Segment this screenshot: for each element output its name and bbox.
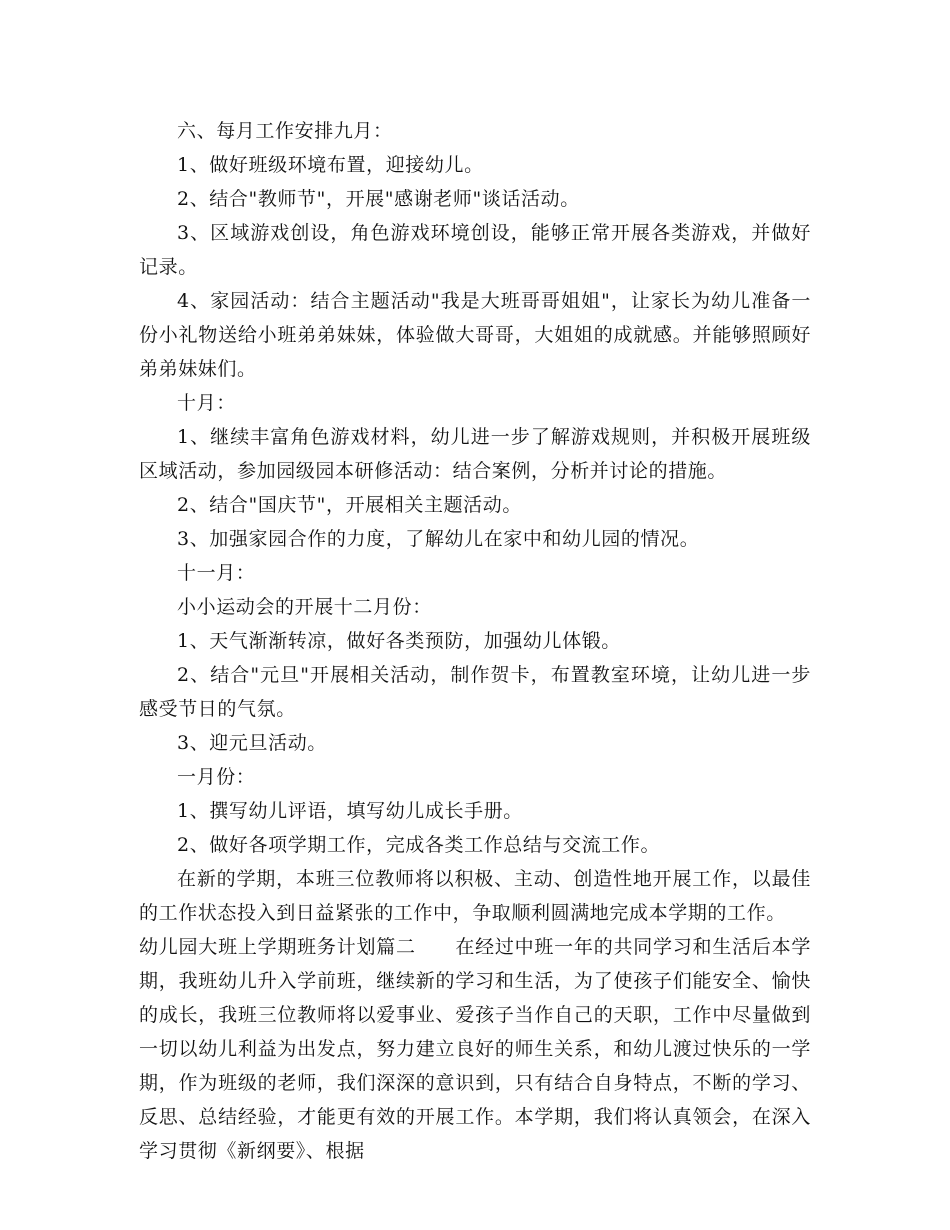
paragraph-dec-item-2: 2、结合"元旦"开展相关活动，制作贺卡，布置教室环境，让幼儿进一步感受节日的气氛。 xyxy=(139,664,811,720)
paragraph-sports-meet-december: 小小运动会的开展十二月份： xyxy=(177,596,432,618)
paragraph-oct-item-3: 3、加强家园合作的力度，了解幼儿在家中和幼儿园的情况。 xyxy=(177,528,700,550)
paragraph-plan-part-two: 幼儿园大班上学期班务计划篇二 在经过中班一年的共同学习和生活后本学期，我班幼儿升入学前班，继续新的学习和生活，为了使孩子们能安全、愉快的成长，我班三位教师将以爱事业、爱孩子当作自己的天职，工作中尽量做到一切以幼儿利益为出发点，努力建立良好的师生关系，和幼儿渡过快乐的一学期，作为班级的老师，我们深深的意识到，只有结合自身特点，不断的学习、反思、总结经验，才能更有效的开展工作。本学期，我们将认真领会，在深入学习贯彻《新纲要》、根据 xyxy=(139,936,811,1162)
paragraph-november-heading: 十一月： xyxy=(177,562,256,584)
paragraph-oct-item-2: 2、结合"国庆节"，开展相关主题活动。 xyxy=(177,494,522,516)
paragraph-section-six-september: 六、每月工作安排九月： xyxy=(177,120,393,142)
paragraph-jan-item-1: 1、撰写幼儿评语，填写幼儿成长手册。 xyxy=(177,800,523,822)
paragraph-january-heading: 一月份： xyxy=(177,766,256,788)
document-body xyxy=(139,114,811,1168)
paragraph-sep-item-3: 3、区域游戏创设，角色游戏环境创设，能够正常开展各类游戏，并做好记录。 xyxy=(139,222,811,278)
paragraph-sep-item-1: 1、做好班级环境布置，迎接幼儿。 xyxy=(177,154,484,176)
paragraph-october-heading: 十月： xyxy=(177,392,236,414)
paragraph-closing-statement: 在新的学期，本班三位教师将以积极、主动、创造性地开展工作，以最佳的工作状态投入到日益紧张的工作中，争取顺利圆满地完成本学期的工作。 xyxy=(139,868,811,924)
paragraph-dec-item-3: 3、迎元旦活动。 xyxy=(177,732,327,754)
paragraph-dec-item-1: 1、天气渐渐转凉，做好各类预防，加强幼儿体锻。 xyxy=(177,630,621,652)
paragraph-oct-item-1: 1、继续丰富角色游戏材料，幼儿进一步了解游戏规则，并积极开展班级区域活动，参加园级园本研修活动：结合案例，分析并讨论的措施。 xyxy=(139,426,811,482)
paragraph-sep-item-4: 4、家园活动：结合主题活动"我是大班哥哥姐姐"，让家长为幼儿准备一份小礼物送给小班弟弟妹妹，体验做大哥哥，大姐姐的成就感。并能够照顾好弟弟妹妹们。 xyxy=(139,290,811,380)
paragraph-sep-item-2: 2、结合"教师节"，开展"感谢老师"谈话活动。 xyxy=(177,188,580,210)
paragraph-jan-item-2: 2、做好各项学期工作，完成各类工作总结与交流工作。 xyxy=(177,834,661,856)
